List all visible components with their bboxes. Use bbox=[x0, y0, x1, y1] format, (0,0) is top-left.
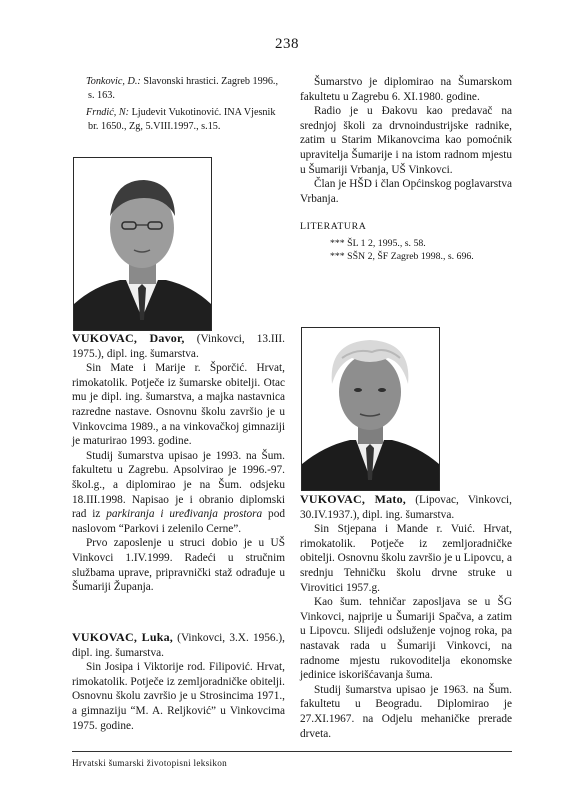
entry-mato-header bbox=[300, 492, 512, 522]
portrait-photo-davor bbox=[73, 157, 212, 331]
portrait-davor-image bbox=[74, 158, 211, 330]
portrait-mato-image bbox=[302, 328, 439, 490]
entry-header-rest: (Vinkovci, 3.X. 1956.), dipl. ing. šumarstva. bbox=[72, 632, 285, 659]
reference-item bbox=[72, 75, 285, 102]
portrait-photo-mato bbox=[301, 327, 440, 491]
entry-paragraph: Sin Josipa i Viktorije rod. Filipović. Hrvat, rimokatolik. Potječe iz zemljoradničke obitelji. Osnovnu školu završio je u Strosincima 1971., a gimnaziju “M. A. Reljković” u Vinkovcima 1975. godine. bbox=[72, 661, 285, 732]
entry-name: VUKOVAC, Davor, bbox=[72, 331, 185, 345]
entry-name: VUKOVAC, Mato, bbox=[300, 492, 406, 506]
reference-text: Ljudevit Vukotinović. INA Vjesnik br. 1650., Zg, 5.VIII.1997., s.15. bbox=[88, 107, 276, 132]
literatura-item: *** ŠL 1 2, 1995., s. 58. bbox=[330, 237, 426, 249]
entry-davor-header bbox=[72, 331, 285, 361]
thesis-topic: parkiranja i uređivanja prostora bbox=[106, 508, 263, 521]
entry-name: VUKOVAC, Luka, bbox=[72, 630, 173, 644]
literatura-title: LITERATURA bbox=[300, 221, 367, 233]
top-references bbox=[72, 75, 285, 133]
entry-paragraph: Radio je u Đakovu kao predavač na srednjoj školi za drvnoindustrijske radnike, zatim u Starim Mikanovcima kao pomoćnik upravitelja Šumarije i na istom radnom mjestu u Šumariji Vrbanja, UŠ Vinkovci. bbox=[300, 105, 512, 176]
entry-header-rest: (Lipovac, Vinkovci, 30.IV.1937.), dipl. ing. šumarstva. bbox=[300, 494, 513, 521]
entry-paragraph: Član je HŠD i član Općinskog poglavarstva Vrbanja. bbox=[300, 178, 512, 205]
literatura-item: *** SŠN 2, ŠF Zagreb 1998., s. 696. bbox=[330, 250, 474, 262]
reference-item bbox=[72, 106, 285, 133]
page-number: 238 bbox=[275, 36, 299, 52]
entry-paragraph: Prvo zaposlenje u struci dobio je u UŠ Vinkovci 1.IV.1999. Radeći u stručnim službama uprave, pripravnički staž odrađuje u Šumariji Županja. bbox=[72, 537, 285, 594]
paragraph-text: pod naslovom “Parkovi i zelenilo Cerne”. bbox=[72, 508, 285, 535]
entry-davor bbox=[72, 331, 285, 595]
footer-divider bbox=[72, 751, 512, 752]
reference-author: Frndić, N: bbox=[86, 107, 130, 119]
entry-paragraph: Sin Stjepana i Mande r. Vuić. Hrvat, rimokatolik. Potječe iz zemljoradničke obitelji. Osnovnu školu završio je u Lipovcu, a srednju Tehničku školu drvne struke u Virovitici 1957.g. bbox=[300, 523, 512, 594]
entry-mato bbox=[300, 492, 512, 741]
entry-header-rest: (Vinkovci, 13.III. 1975.), dipl. ing. šumarstva. bbox=[72, 333, 285, 360]
entry-paragraph: Kao šum. tehničar zaposljava se u ŠG Vinkovci, najprije u Šumariji Spačva, a zatim u Lipovcu. Slijedi odsluženje vojnog roka, pa nastavak rada u Šumariji Vinkovci, na radnome mjestu rukovoditelja ekonomske jedinice iskorišćavanja šuma. bbox=[300, 596, 512, 682]
entry-paragraph: Šumarstvo je diplomirao na Šumarskom fakultetu u Zagrebu 6. XI.1980. godine. bbox=[300, 76, 512, 103]
entry-luka bbox=[72, 630, 285, 733]
continuation-text bbox=[300, 75, 512, 263]
entry-luka-header bbox=[72, 630, 285, 660]
entry-paragraph bbox=[72, 449, 285, 537]
entry-paragraph: Studij šumarstva upisao je 1963. na Šum. fakultetu u Beogradu. Diplomirao je 27.XI.1967. na Odjelu mehaničke prerade drveta. bbox=[300, 683, 512, 740]
entry-paragraph: Sin Mate i Marije r. Šporčić. Hrvat, rimokatolik. Potječe iz šumarske obitelji. Otac mu je dipl. ing. šumarstva, a majka nastavnica razredne nastave. Osnovnu školu završio je u Vinkovcima 1989., a na vinkovačkoj gimnaziji je maturirao 1993. godine. bbox=[72, 362, 285, 448]
paragraph-text: Studij šumarstva upisao je 1993. na Šum. fakultetu u Zagrebu. Apsolvirao je 1996.-97. škol.g., a diplomirao je na Šum. odsjeku 18.III.1998. Napisao je i obranio diplomski rad iz bbox=[72, 449, 285, 521]
reference-text: Slavonski hrastici. Zagreb 1996., s. 163. bbox=[88, 76, 279, 101]
reference-author: Tonkovic, D.: bbox=[86, 76, 141, 87]
footer-title: Hrvatski šumarski životopisni leksikon bbox=[72, 758, 228, 768]
